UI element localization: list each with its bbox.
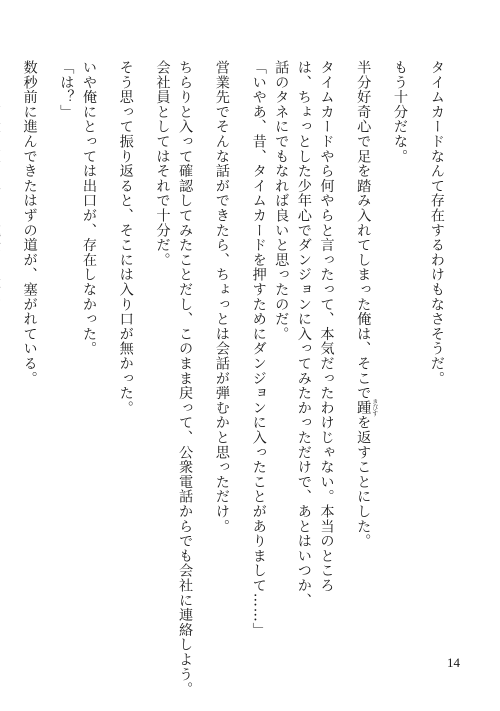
text-line-11: 「は？」 [58, 60, 75, 120]
page-number: 14 [447, 655, 460, 670]
text-line-3 [352, 60, 389, 620]
text-line-6: 営業先でそんな話ができたら、ちょっとは会話が弾むかと思っただけ。 [213, 60, 230, 534]
text-line-3-start: 半分好奇心で足を踏み入れてしまった俺は、そこで [355, 60, 372, 401]
text-line-13 [0, 60, 18, 620]
text-line-5: 「いやあ、昔、タイムカードを押すためにダンジョンに入ったことがありまして……」 [250, 60, 267, 638]
text-line-12: 数秒前に進んできたはずの道が、塞がれている。 [21, 60, 38, 386]
text-line-10: いや俺にとっては出口が、存在しなかった。 [80, 60, 97, 356]
text-line-7: ちらりと入って確認してみたことだし、このまま戻って、公衆電話からでも会社に連絡しよう。 [177, 60, 194, 697]
text-line-1: タイムカードなんて存在するわけもなさそうだ。 [428, 60, 445, 386]
ruby-kibisu [355, 398, 378, 417]
text-line-9: そう思って振り返ると、そこには入り口が無かった。 [117, 60, 134, 416]
text-line-8: 会社員としてはそれで十分だ。 [154, 60, 171, 268]
text-line-4: タイムカードやら何やらと言ったって、本気だったわけじゃない。本当のところは、ちょっとした少年心でダンジョンに入ってみたかっただけで、あとはいつか、話のタネにでもなれば良いと思ったのだ。 [273, 60, 335, 608]
ruby-base: 踵 [355, 398, 372, 417]
ruby-reading: きびす [370, 398, 378, 417]
text-line-3-end: を返すことにした。 [355, 415, 372, 549]
text-line-2: もう十分だな。 [392, 60, 409, 164]
